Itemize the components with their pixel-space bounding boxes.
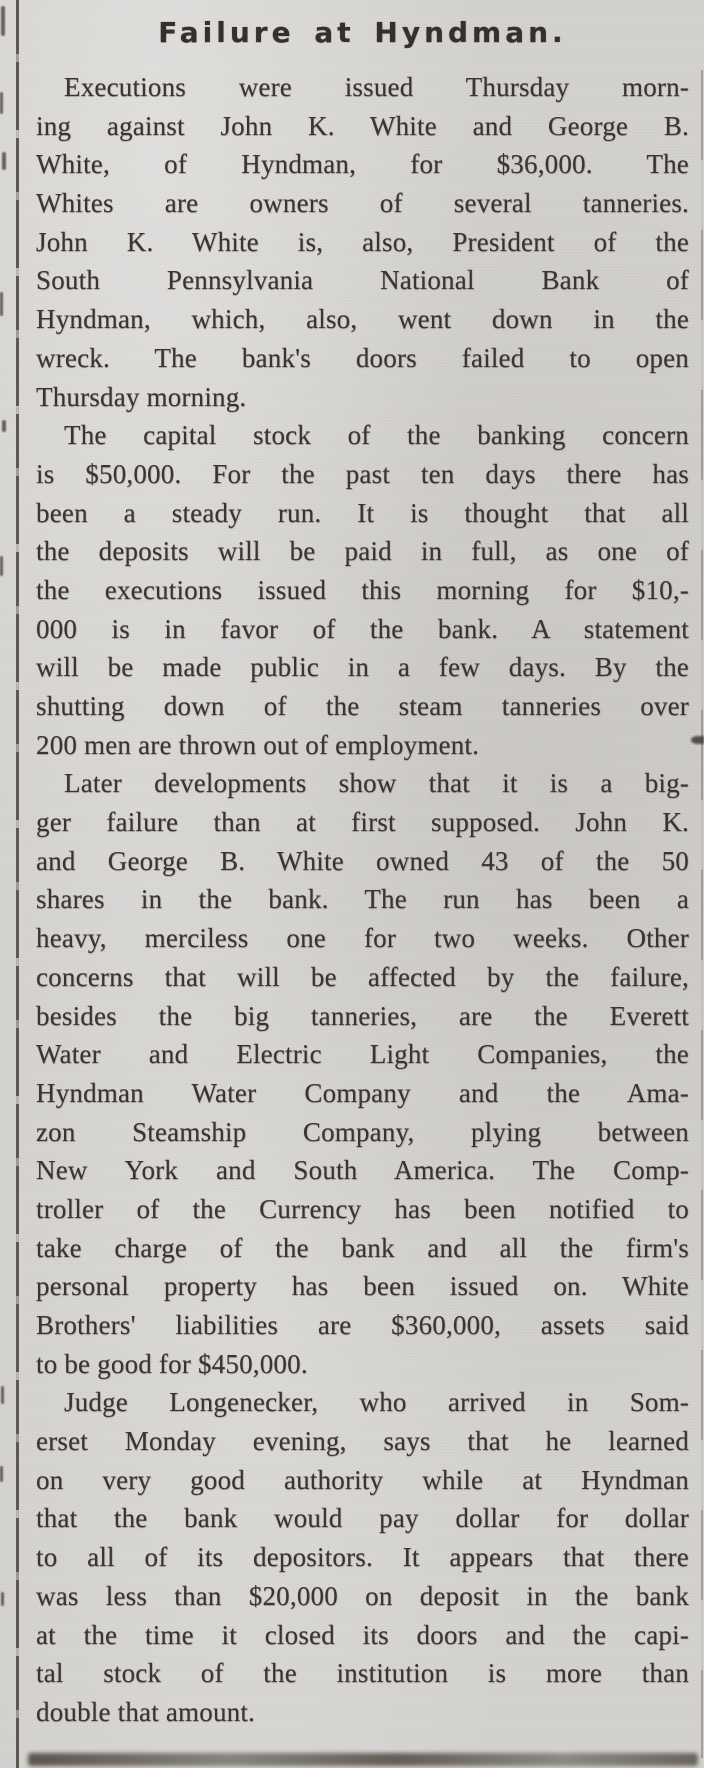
text-line: South Pennsylvania National Bank of bbox=[36, 265, 689, 296]
article bbox=[36, 0, 689, 1732]
print-artifact bbox=[0, 92, 3, 114]
text-line: on very good authority while at Hyndman bbox=[36, 1464, 689, 1495]
column-rule-right bbox=[701, 70, 703, 1758]
text-line: Whites are owners of several tanneries. bbox=[36, 188, 689, 219]
text-line: 200 men are thrown out of employment. bbox=[36, 729, 480, 760]
text-line: concerns that will be affected by the failure, bbox=[36, 961, 689, 992]
text-line: the deposits will be paid in full, as one of bbox=[36, 536, 689, 567]
text-line: erset Monday evening, says that he learned bbox=[36, 1426, 689, 1457]
text-line: shares in the bank. The run has been a bbox=[36, 884, 689, 915]
text-line: The capital stock of the banking concern bbox=[64, 420, 689, 451]
print-artifact bbox=[0, 1466, 3, 1482]
text-line: Judge Longenecker, who arrived in Som- bbox=[64, 1387, 689, 1418]
text-line: and George B. White owned 43 of the 50 bbox=[36, 845, 689, 876]
text-line: heavy, merciless one for two weeks. Other bbox=[36, 923, 689, 954]
paragraph bbox=[36, 1383, 689, 1731]
print-artifact bbox=[1, 1592, 4, 1606]
text-line: ing against John K. White and George B. bbox=[36, 110, 689, 141]
text-line: tal stock of the institution is more than bbox=[36, 1658, 689, 1689]
text-line: Later developments show that it is a big- bbox=[64, 768, 689, 799]
article-title: Failure at Hyndman. bbox=[158, 16, 567, 49]
column-rule-left bbox=[16, 0, 19, 1768]
article-body bbox=[36, 68, 689, 1732]
text-line: is $50,000. For the past ten days there has bbox=[36, 458, 689, 489]
ink-blot bbox=[691, 736, 704, 744]
text-line: personal property has been issued on. White bbox=[36, 1271, 689, 1302]
text-line: 000 is in favor of the bank. A statement bbox=[36, 613, 689, 644]
print-artifact bbox=[0, 556, 3, 576]
paragraph bbox=[36, 416, 689, 764]
text-line: White, of Hyndman, for $36,000. The bbox=[36, 149, 689, 180]
cutoff-text-fragment bbox=[28, 1753, 698, 1766]
print-artifact bbox=[2, 420, 6, 432]
text-line: Thursday morning. bbox=[36, 381, 247, 412]
text-line: Water and Electric Light Companies, the bbox=[36, 1039, 689, 1070]
text-line: double that amount. bbox=[36, 1696, 256, 1727]
text-line: Executions were issued Thursday morn- bbox=[64, 72, 689, 102]
text-line: Hyndman, which, also, went down in the bbox=[36, 304, 689, 335]
paragraph bbox=[36, 68, 689, 416]
print-artifact bbox=[0, 292, 3, 316]
text-line: take charge of the bank and all the firm's bbox=[36, 1232, 689, 1263]
text-line: shutting down of the steam tanneries over bbox=[36, 691, 689, 721]
text-line: zon Steamship Company, plying between bbox=[36, 1116, 689, 1147]
text-line: Hyndman Water Company and the Ama- bbox=[36, 1077, 689, 1108]
text-line: to all of its depositors. It appears that there bbox=[36, 1542, 689, 1573]
text-line: wreck. The bank's doors failed to open bbox=[36, 342, 689, 373]
text-line: Brothers' liabilities are $360,000, assets said bbox=[36, 1310, 689, 1340]
text-line: the executions issued this morning for $10,- bbox=[36, 574, 689, 605]
text-line: was less than $20,000 on deposit in the bank bbox=[36, 1580, 689, 1611]
text-line: that the bank would pay dollar for dollar bbox=[36, 1503, 689, 1534]
text-line: been a steady run. It is thought that all bbox=[36, 497, 689, 528]
text-line: ger failure than at first supposed. John K. bbox=[36, 807, 689, 838]
text-line: troller of the Currency has been notified to bbox=[36, 1193, 689, 1224]
text-line: John K. White is, also, President of the bbox=[36, 226, 689, 257]
text-line: at the time it closed its doors and the capi- bbox=[36, 1619, 689, 1650]
print-artifact bbox=[2, 152, 6, 170]
print-artifact bbox=[1, 6, 5, 36]
text-line: to be good for $450,000. bbox=[36, 1348, 308, 1379]
print-artifact bbox=[1, 1386, 4, 1404]
paragraph bbox=[36, 764, 689, 1383]
text-line: will be made public in a few days. By the bbox=[36, 652, 689, 683]
text-line: besides the big tanneries, are the Everett bbox=[36, 1000, 689, 1031]
text-line: New York and South America. The Comp- bbox=[36, 1155, 689, 1186]
